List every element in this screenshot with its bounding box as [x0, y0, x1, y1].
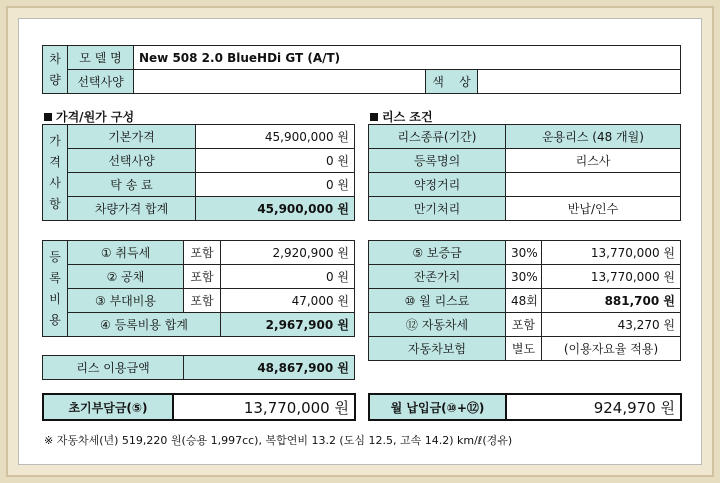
color-value: [478, 70, 681, 94]
price-row-label: 선택사양: [68, 149, 196, 173]
lease-amount-table: [42, 355, 355, 380]
registration-row-value: 0 원: [221, 265, 355, 289]
lease-cost-mid: 30%: [506, 241, 542, 265]
price-section-title: 가격/원가 구성: [44, 108, 134, 125]
lease-cost-mid: 48회: [506, 289, 542, 313]
lease-condition-label: 만기처리: [369, 197, 506, 221]
vehicle-side-char: 차: [49, 51, 61, 66]
initial-payment-label: 초기부담금(⑤): [43, 394, 173, 420]
price-table: [42, 124, 355, 221]
lease-condition-value: 운용리스 (48 개월): [506, 125, 681, 149]
lease-cost-value: 43,270 원: [542, 313, 681, 337]
lease-cost-value: 13,770,000 원: [542, 241, 681, 265]
registration-side-label: 등 록 비 용: [43, 241, 68, 337]
lease-condition-label: 등록명의: [369, 149, 506, 173]
lease-cost-mid: 30%: [506, 265, 542, 289]
registration-row-label: ① 취득세: [68, 241, 184, 265]
price-row-label: 탁 송 료: [68, 173, 196, 197]
lease-amount-value: 48,867,900 원: [184, 356, 355, 380]
monthly-lease-label: ⑩ 월 리스료: [369, 289, 506, 313]
registration-row-value: 47,000 원: [221, 289, 355, 313]
options-value: [134, 70, 426, 94]
lease-condition-value: 반납/인수: [506, 197, 681, 221]
lease-cost-value: 13,770,000 원: [542, 265, 681, 289]
registration-row-label: ③ 부대비용: [68, 289, 184, 313]
price-row-label: 기본가격: [68, 125, 196, 149]
vehicle-side-label: [43, 46, 68, 94]
price-row-value: 45,900,000 원: [196, 125, 355, 149]
lease-cost-value: (이용자요율 적용): [542, 337, 681, 361]
monthly-payment-label: 월 납입금(⑩+⑫): [369, 394, 506, 420]
square-bullet-icon: [370, 113, 378, 121]
lease-cost-label: 잔존가치: [369, 265, 506, 289]
price-total-label: 차량가격 합계: [68, 197, 196, 221]
lease-cost-label: ⑤ 보증금: [369, 241, 506, 265]
color-label: 색 상: [426, 70, 478, 94]
vehicle-table: [42, 45, 681, 94]
registration-row-value: 2,920,900 원: [221, 241, 355, 265]
lease-costs-table: [368, 240, 681, 361]
registration-table: [42, 240, 355, 337]
lease-cost-mid: 별도: [506, 337, 542, 361]
lease-condition-label: 약정거리: [369, 173, 506, 197]
initial-payment-table: [42, 393, 356, 421]
lease-amount-label: 리스 이용금액: [43, 356, 184, 380]
registration-row-mode: 포함: [184, 241, 221, 265]
lease-condition-label: 리스종류(기간): [369, 125, 506, 149]
registration-row-label: ② 공채: [68, 265, 184, 289]
square-bullet-icon: [44, 113, 52, 121]
model-value: New 508 2.0 BlueHDi GT (A/T): [134, 46, 681, 70]
price-row-value: 0 원: [196, 149, 355, 173]
price-total-value: 45,900,000 원: [196, 197, 355, 221]
vehicle-side-char: 량: [49, 72, 61, 87]
lease-section-title: 리스 조건: [370, 108, 433, 125]
registration-row-mode: 포함: [184, 289, 221, 313]
model-label: 모 델 명: [68, 46, 134, 70]
initial-payment-value: 13,770,000 원: [173, 394, 355, 420]
price-row-value: 0 원: [196, 173, 355, 197]
lease-condition-value: 리스사: [506, 149, 681, 173]
registration-total-value: 2,967,900 원: [221, 313, 355, 337]
registration-row-mode: 포함: [184, 265, 221, 289]
registration-total-label: ④ 등록비용 합계: [68, 313, 221, 337]
footnote: ※ 자동차세(년) 519,220 원(승용 1,997cc), 복합연비 13.2 (도심 12.5, 고속 14.2) km/ℓ(경유): [44, 434, 513, 447]
monthly-payment-value: 924,970 원: [506, 394, 681, 420]
monthly-lease-value: 881,700 원: [542, 289, 681, 313]
lease-condition-value: [506, 173, 681, 197]
lease-cost-label: 자동차보험: [369, 337, 506, 361]
lease-cost-mid: 포함: [506, 313, 542, 337]
lease-conditions-table: [368, 124, 681, 221]
lease-cost-label: ⑫ 자동차세: [369, 313, 506, 337]
price-side-label: 가 격 사 항: [43, 125, 68, 221]
monthly-payment-table: [368, 393, 682, 421]
options-label: 선택사양: [68, 70, 134, 94]
